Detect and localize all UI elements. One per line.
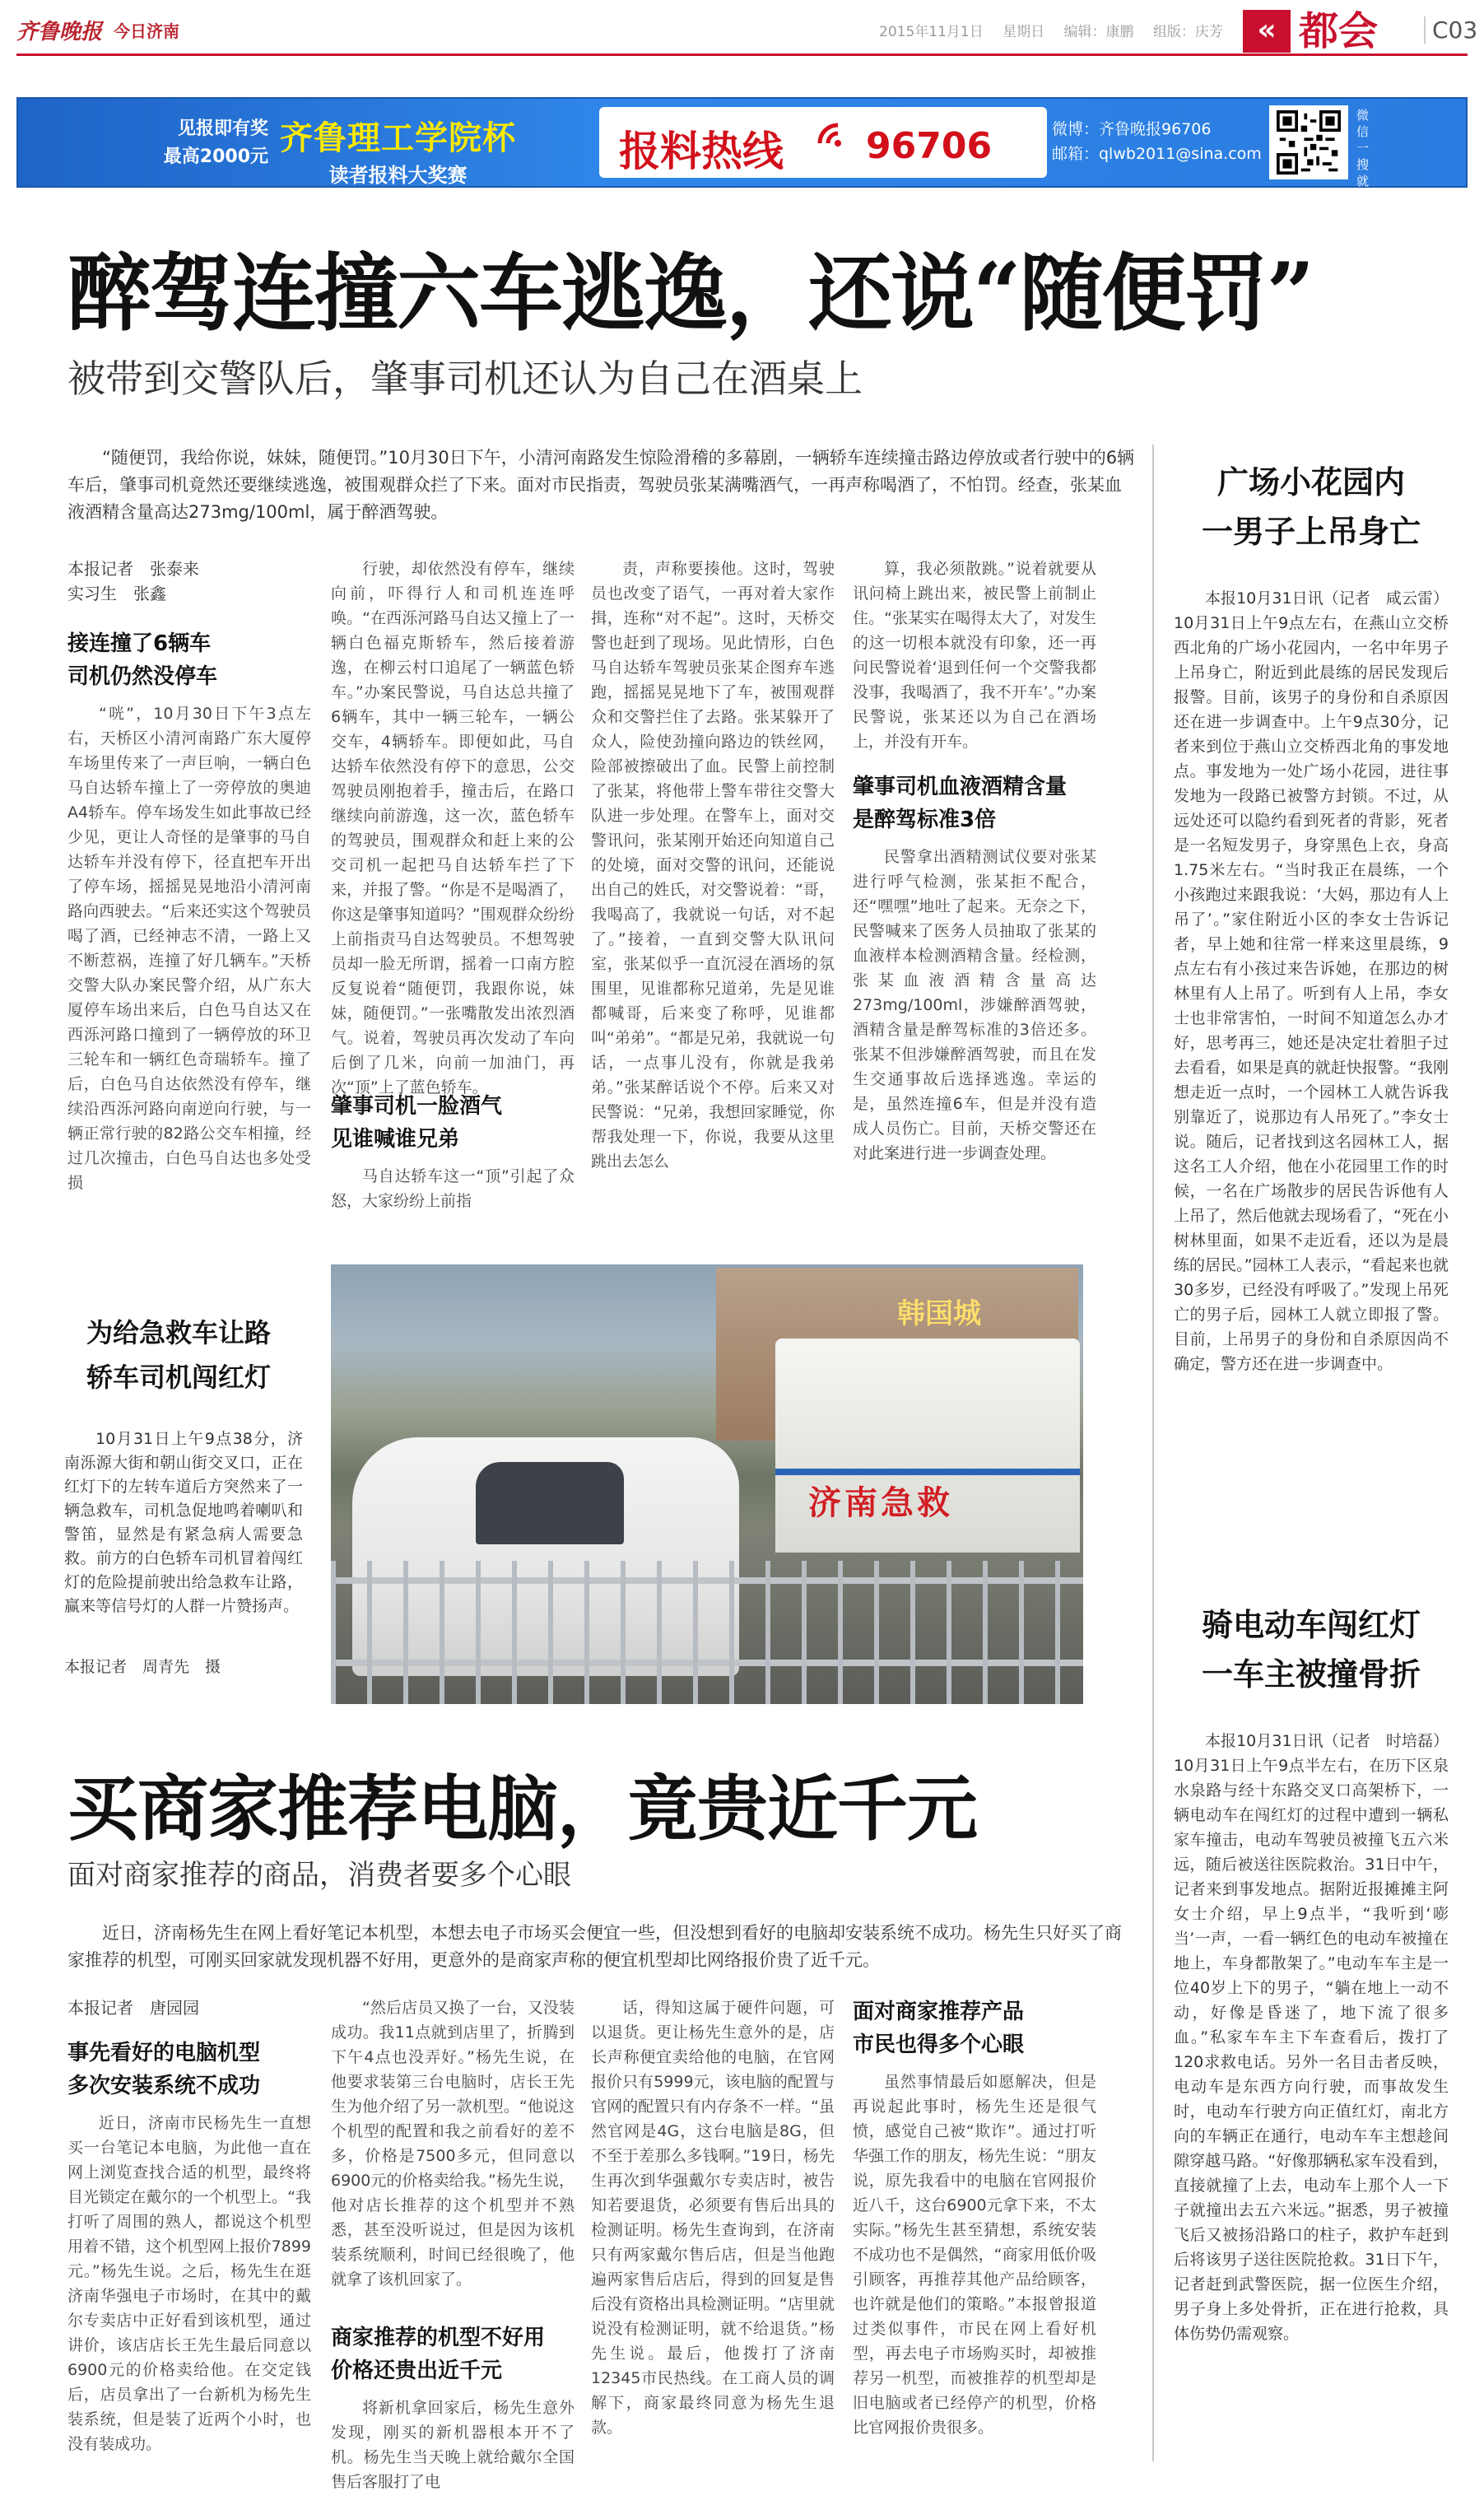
banner-prize-line1: 见报即有奖 <box>177 119 268 139</box>
section-name: 都会 <box>1299 8 1379 54</box>
editor-credit: 编辑：康鹏 <box>1063 24 1134 40</box>
banner-contest <box>280 112 516 188</box>
story2-subheadline: 面对商家推荐的商品，消费者要多个心眼 <box>67 1859 571 1892</box>
story2-col2-subhead: 商家推荐的机型不好用 价格还贵出近千元 <box>331 2326 546 2383</box>
photo-caption-title: 为给急救车让路 轿车司机闯红灯 <box>86 1317 271 1393</box>
banner-email: 邮箱：qlwb2011@sina.com <box>1052 145 1262 163</box>
sidebar-story-1 <box>1174 458 1449 1673</box>
hotline-label: 报料热线 <box>619 128 784 175</box>
story1-column-3 <box>591 556 835 1218</box>
news-photo-ambulance <box>331 1264 1083 1704</box>
story1-byline-intern: 实习生 张鑫 <box>67 584 166 603</box>
story2-column-2 <box>331 1995 575 2491</box>
sidebar-story-2 <box>1174 1600 1449 2519</box>
hotline-number: 96706 <box>866 125 993 167</box>
story1-lede: “随便罚，我给你说，妹妹，随便罚。”10月30日下午，小清河南路发生惊险滑稽的多幕剧，一辆轿车连续撞击路边停放或者行驶中的6辆车后，肇事司机竟然还要继续逃逸，被围观群众拦了下来。面对市民指责，驾驶员张某满嘴酒气，一再声称喝酒了，不怕罚。经查，张某血液酒精含量高达273mg/100ml，属于醉酒驾驶。 <box>67 448 1135 522</box>
hotline-banner-ad <box>16 97 1468 205</box>
story1-col1-body: “咣”，10月30日下午3点左右，天桥区小清河南路广东大厦停车场里传来了一声巨响，一辆白色马自达轿车撞上了一旁停放的奥迪A4轿车。停车场发生如此事故已经少见，更让人奇怪的是肇事的马自达轿车并没有停下，径直把车开出了停车场，摇摇晃晃地沿小清河南路向西驶去。“后来还实这个驾驶员喝了酒，已经神志不清，一路上又不断惹祸，连撞了好几辆车。”天桥交警大队办案民警介绍，从广东大厦停车场出来后，白色马自达又在西泺河路口撞到了一辆停放的环卫三轮车和一辆红色奇瑞轿车。撞了后，白色马自达依然没有停车，继续沿西泺河路向南逆向行驶，与一辆正常行驶的82路公交车相撞，经过几次撞击，白色马自达也多处受损 <box>67 705 311 1192</box>
photo-caption-text: 10月31日上午9点38分，济南泺源大街和朝山街交叉口，正在红灯下的左转车道后方突然来了一辆急救车，司机急促地鸣着喇叭和警笛，显然是有紧急病人需要急救。前方的白色轿车司机冒着闯红灯的危险提前驶出给急救车让路，赢来等信号灯的人群一片赞扬声。 <box>64 1430 303 1615</box>
story2-col1-body: 近日，济南市民杨先生一直想买一台笔记本电脑，为此他一直在网上浏览查找合适的机型，最终将目光锁定在戴尔的一个机型上。“我打听了周围的熟人，都说这个机型用着不错，这个机型网上报价7899元。”杨先生说。之后，杨先生在逛济南华强电子市场时，在其中的戴尔专卖店中正好看到该机型，通过讲价，该店店长王先生最后同意以6900元的价格卖给他。在交定钱后，店员拿出了一台新机为杨先生装系统，但是装了近两个小时，也没有装成功。 <box>67 2114 311 2453</box>
sidebar-story-2-body: 本报10月31日讯（记者 时培磊）10月31日上午9点半左右，在历下区泉水泉路与经十东路交叉口高架桥下，一辆电动车在闯红灯的过程中遭到一辆私家车撞击，电动车驾驶员被撞飞五六米远，随后被送往医院救治。31日中午，记者来到事发地点。据附近报摊摊主阿女士介绍，早上9点半，“我听到‘嘭当’一声，一看一辆红色的电动车被撞在地上，车身都散架了。”电动车车主是一位40岁上下的男子，“躺在地上一动不动，好像是昏迷了，地下流了很多血。”私家车车主下车查看后，拨打了120求救电话。另外一名目击者反映，电动车是东西方向行驶，而事故发生时，电动车行驶方向正值红灯，南北方向的车辆正在通行，电动车车主想趁间隙穿越马路。“好像那辆私家车没看到，直接就撞了上去，电动车上那个人一下子就撞出去五六米远。”据悉，男子被撞飞后又被扬沿路口的柱子，救护车赶到后将该男子送往医院抢救。31日下午，记者赶到武警医院，据一位医生介绍，男子身上多处骨折，正在进行抢救，具体伤势仍需观察。 <box>1174 1732 1449 2343</box>
story1-col4-subhead: 肇事司机血液酒精含量 是醉驾标准3倍 <box>853 775 1068 832</box>
story2-col2-body-2: 将新机拿回家后，杨先生意外发现，刚买的新机器根本开不了机。杨先生当天晚上就给戴尔全国售后客服打了电 <box>331 2399 575 2491</box>
story1-col4-body: 算，我必须散跳。”说着就要从讯问椅上跳出来，被民警上前制止住。“张某实在喝得太大了，对发生的这一切根本就没有印象，还一再问民警说着‘退到任何一个交警我都没事，我喝酒了，我不开车’。”办案民警说，张某还以为自己在酒场上，并没有开车。 <box>853 560 1096 751</box>
banner-contacts <box>1052 117 1262 166</box>
signal-icon <box>815 115 861 148</box>
banner-weibo: 微博：齐鲁晚报96706 <box>1052 120 1212 138</box>
banner-contest-subtitle: 读者报料大奖赛 <box>328 164 468 187</box>
ambulance-stripe <box>775 1469 1080 1475</box>
issue-meta <box>879 20 1238 40</box>
banner-prize-line2: 最高2000元 <box>163 147 268 167</box>
issue-weekday: 星期日 <box>1003 24 1045 40</box>
ambulance-label: 济南急救 <box>808 1484 953 1522</box>
designer-credit: 组版：庆芳 <box>1152 24 1223 40</box>
story2-column-4 <box>853 1995 1096 2481</box>
story1-headline: 醉驾连撞六车逃逸，还说“随便罚” <box>67 244 1314 343</box>
hotline-box <box>599 107 1047 178</box>
story2-col4-subhead: 面对商家推荐产品 市民也得多个心眼 <box>853 2000 1025 2057</box>
story1-column-1 <box>67 556 311 1192</box>
story2-column-1 <box>67 1995 311 2506</box>
story2-col2-body: “然后店员又换了一台，又没装成功。我11点就到店里了，折腾到下午4点也没弄好。”杨先生说，在他要求装第三台电脑时，店长王先生为他介绍了另一款机型。“他说这个机型的配置和我之前看好的差不多，价格是7500多元，但同意以6900元的价格卖给我。”杨先生说，他对店长推荐的这个机型并不熟悉，甚至没听说过，但是因为该机装系统顺利，时间已经很晚了，他就拿了该机回家了。 <box>331 1999 575 2289</box>
sidebar-story-2-title: 骑电动车闯红灯 一车主被撞骨折 <box>1201 1607 1421 1693</box>
sidebar-story-1-body: 本报10月31日讯（记者 咸云雷）10月31日上午9点左右，在燕山立交桥西北角的广场小花园内，一名中年男子上吊身亡，附近到此晨练的居民发现后报警。目前，该男子的身份和自杀原因还在进一步调查中。上午9点30分，记者来到位于燕山立交桥西北角的事发地点。事发地为一处广场小花园，进往事发地为一段路已被警方封锁。不过，从远处还可以隐约看到死者的背影，死者是一名短发男子，身穿黑色上衣，身高1.75米左右。“当时我正在晨练，一个小孩跑过来跟我说：‘大妈，那边有人上吊了’。”家住附近小区的李女士告诉记者，早上她和往常一样来这里晨练，9点左右有小孩过来告诉她，在那边的树林里有人上吊了。听到有人上吊，李女士也非常害怕，一时间不知道怎么办才好，思考再三，她还是决定壮着胆子过去看看，如果是真的就赶快报警。“我刚想走近一点时，一个园林工人就告诉我别靠近了，说那边有人吊死了。”李女士说。随后，记者找到这名园林工人，据这名工人介绍，他在小花园里工作的时候，一名在广场散步的居民告诉他有人上吊了，然后他就去现场看了，“死在小树林里面，如果不走近看，还以为是晨练的居民。”园林工人表示，“看起来也就30多岁，已经没有呼吸了。”发现上吊死亡的男子后，园林工人就立即报了警。目前，上吊男子的身份和自杀原因尚不确定，警方还在进一步调查中。 <box>1174 589 1449 1373</box>
story1-col4-body-2: 民警拿出酒精测试仪要对张某进行呼气检测，张某拒不配合，还“嘿嘿”地吐了起来。无奈之下，民警喊来了医务人员抽取了张某的血液样本检测酒精含量。经检测，张某血液酒精含量高达273mg/100ml，涉嫌醉酒驾驶，酒精含量是醉驾标准的3倍还多。张某不但涉嫌醉酒驾驶，而且在发生交通事故后选择逃逸。幸运的是，虽然连撞6车，但是并没有造成人员伤亡。目前，天桥交警还在对此案进行进一步调查处理。 <box>853 848 1096 1162</box>
masthead <box>16 8 1478 56</box>
story2-column-3 <box>591 1995 835 2489</box>
story2-headline: 买商家推荐电脑，竟贵近千元 <box>67 1767 977 1851</box>
story2-col4-body: 虽然事情最后如愿解决，但是再说起此事时，杨先生还是很气愤，感觉自己被“欺诈”。通过打听华强工作的朋友，杨先生说：“朋友说，原先我看中的电脑在官网报价近八千，这台6900元拿下来，不太实际。”杨先生甚至猜想，系统安装不成功也不是偶然，“商家用低价吸引顾客，再推荐其他产品给顾客，也许就是他们的策略。”本报曾报道过类似事件，市民在网上看好机型，再去电子市场购买时，却被推荐另一机型，而被推荐的机型却是旧电脑或者已经停产的机型，价格比官网报价贵很多。 <box>853 2073 1096 2437</box>
qr-label: 微信一搜就订 <box>1356 108 1370 205</box>
story1-col1-subhead: 接连撞了6辆车 司机仍然没停车 <box>67 631 218 689</box>
photo-building-sign: 韩国城 <box>897 1297 981 1330</box>
newspaper-logo: 齐鲁晚报 <box>16 20 103 44</box>
story2-col1-subhead: 事先看好的电脑机型 多次安装系统不成功 <box>67 2041 261 2098</box>
section-chevron-icon: « <box>1243 10 1291 53</box>
page-number: C03 <box>1424 16 1477 44</box>
story1-col2-body: 行驶，却依然没有停车，继续向前，吓得行人和司机连连呼唤。“在西泺河路马自达又撞上了一辆白色福克斯轿车，然后接着游逸，在柳云村口追尾了一辆蓝色轿车。”办案民警说，马自达总共撞了6辆车，其中一辆三轮车，一辆公交车，4辆轿车。即便如此，马自达轿车依然没有停下的意思，公交驾驶员刚抱着手，撞击后，在路口继续向前游逸，这一次，蓝色轿车的驾驶员，围观群众和赶上来的公交司机一起把马自达轿车拦了下来，并报了警。“你是不是喝酒了，你这是肇事知道吗？”围观群众纷纷上前指责马自达驾驶员。不想驾驶员却一脸无所谓，摇着一口南方腔反复说着“随便罚，我跟你说，妹妹，随便罚。”一张嘴散发出浓烈酒气。说着，驾驶员再次发动了车向后倒了几米，向前一加油门，再次“顶”上了蓝色轿车。 <box>331 560 575 1097</box>
photo-credit: 本报记者 周青先 摄 <box>64 1658 221 1676</box>
sidebar-story-1-title: 广场小花园内 一男子上吊身亡 <box>1201 464 1421 550</box>
story2-col3-body: 话，得知这属于硬件问题，可以退货。更让杨先生意外的是，店长声称便宜卖给他的电脑，在官网报价只有5999元，该电脑的配置与官网的配置只有内存条不一样。“虽然官网是4G，这台电脑是8G，但不至于差那么多钱啊。”19日，杨先生再次到华强戴尔专卖店时，被告知若要退货，必须要有售后出具的检测证明。杨先生查询到，在济南只有两家戴尔售后店，但是当他跑遍两家售后店后，得到的回复是售后没有资格出具检测证明。“店里就说没有检测证明，就不给退货。”杨先生说。最后，他拨打了济南12345市民热线。在工商人员的调解下，商家最终同意为杨先生退款。 <box>591 1999 835 2437</box>
photo-ambulance <box>775 1339 1080 1553</box>
story1-col3-body: 责，声称要揍他。这时，驾驶员也改变了语气，一再对着大家作揖，连称“对不起”。这时，天桥交警也赶到了现场。见此情形，白色马自达轿车驾驶员张某企图弃车逃跑，摇摇晃晃地下了车，被围观群众和交警拦住了去路。张某躲开了众人，险使劲撞向路边的铁丝网，险部被擦破出了血。民警上前控制了张某，将他带上警车带往交警大队进一步处理。在警车上，面对交警讯问，张某刚开始还向知道自己的处境，面对交警的讯问，还能说出自己的姓氏，对交警说着：“哥，我喝高了，我就说一句话，对不起了。”接着，一直到交警大队讯问室，张某似乎一直沉浸在酒场的氛围里，见谁都称兄道弟，先是见谁都喊哥，后来变了称呼，见谁都叫“弟弟”。“都是兄弟，我就说一句话，一点事儿没有，你就是我弟弟。”张某醉话说个不停。后来又对民警说：“兄弟，我想回家睡觉，你帮我处理一下，你说，我要从这里跳出去怎么 <box>591 560 835 1171</box>
story1-col2-subhead: 肇事司机一脸酒气 见谁喊谁兄弟 <box>331 1094 503 1152</box>
section-label: 今日济南 <box>114 21 179 41</box>
story2-lede: 近日，济南杨先生在网上看好笔记本机型，本想去电子市场买会便宜一些，但没想到看好的电脑却安装系统不成功。杨先生只好买了商家推荐的机型，可刚买回家就发现机器不好用，更意外的是商家声称的便宜机型却比网络报价贵了近千元。 <box>67 1923 1122 1970</box>
issue-date: 2015年11月1日 <box>879 24 984 40</box>
story1-byline-reporter: 本报记者 张泰来 <box>67 559 199 579</box>
story1-column-2 <box>331 556 575 1213</box>
story1-column-4 <box>853 556 1096 1215</box>
banner-prize <box>128 115 268 171</box>
photo-fence <box>331 1561 1083 1704</box>
story1-subheadline: 被带到交警队后，肇事司机还认为自己在酒桌上 <box>67 356 863 401</box>
story2-byline: 本报记者 唐园园 <box>67 1998 199 2018</box>
car-window <box>476 1462 624 1544</box>
sidebar-divider <box>1152 445 1154 2461</box>
qr-code-icon <box>1269 105 1348 179</box>
banner-contest-title: 齐鲁理工学院杯 <box>280 119 516 157</box>
story1-col2-body-2: 马自达轿车这一“顶”引起了众怒，大家纷纷上前指 <box>331 1167 575 1210</box>
